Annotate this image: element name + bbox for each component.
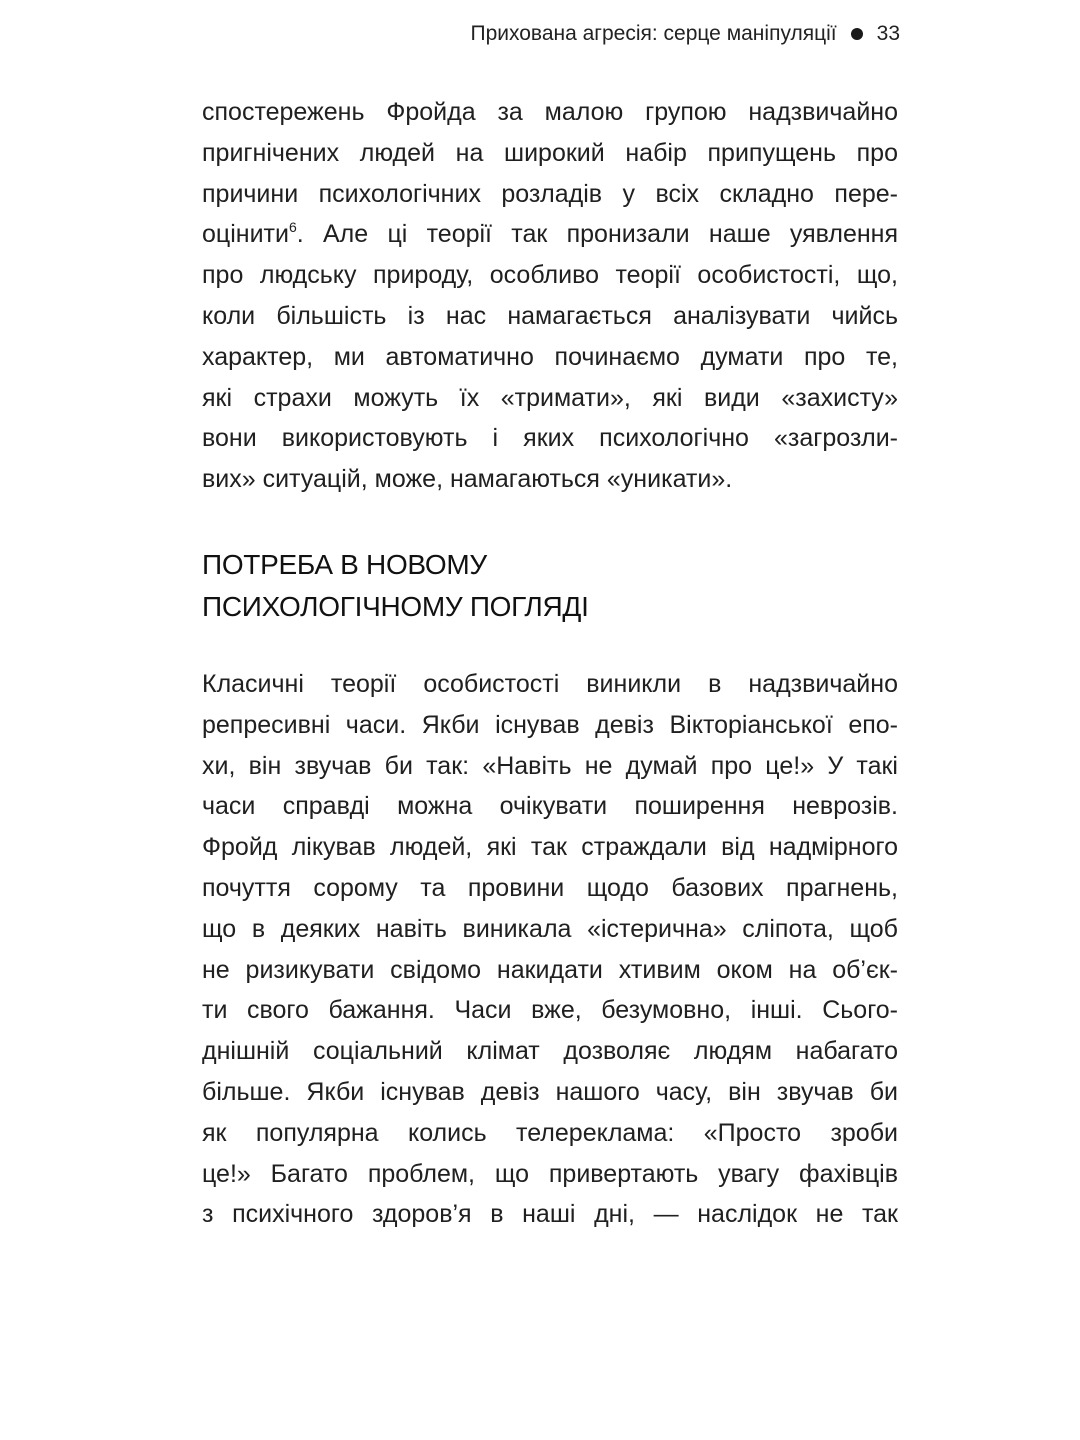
text-line: хи, він звучав би так: «Навіть не думай про це!» У такі — [202, 751, 898, 780]
text-line: днішній соціальний клімат дозволяє людям набагато — [202, 1037, 898, 1066]
footnote-marker: 6 — [288, 219, 297, 236]
text-line — [202, 214, 898, 255]
text-line: це!» Багато проблем, що привертають увагу фахівців — [202, 1159, 898, 1188]
text-line: репресивні часи. Якби існував девіз Вікторіанської епо- — [202, 710, 898, 739]
chapter-title: Прихована агресія: серце маніпуляції — [470, 22, 837, 45]
heading-line: ПОТРЕБА В НОВОМУ — [202, 549, 487, 580]
text-line: часи справді можна очікувати поширення неврозів. — [202, 792, 898, 821]
text-line: причини психологічних розладів у всіх складно пере- — [202, 179, 898, 208]
running-header — [470, 14, 900, 54]
text-line: ти свого бажання. Часи вже, безумовно, інші. Сього- — [202, 996, 898, 1025]
text-segment: . Але ці теорії так пронизали наше уявлення — [296, 220, 898, 249]
text-line: що в деяких навіть виникала «істерична» сліпота, щоб — [202, 914, 898, 943]
text-line: як популярна колись телереклама: «Просто зроби — [202, 1118, 898, 1147]
text-line: про людську природу, особливо теорії особистості, що, — [202, 261, 898, 290]
text-line: Класичні теорії особистості виникли в надзвичайно — [202, 670, 898, 698]
text-segment: оцінити — [202, 220, 289, 249]
text-line: вих» ситуацій, може, намагаються «уникати». — [202, 465, 733, 494]
bullet-dot-icon — [851, 28, 863, 40]
paragraph-2 — [202, 664, 898, 1235]
text-line: коли більшість із нас намагається аналізувати чийсь — [202, 301, 898, 330]
text-line: почуття сорому та провини щодо базових прагнень, — [202, 873, 898, 902]
text-line: більше. Якби існував девіз нашого часу, він звучав би — [202, 1077, 898, 1106]
text-line: які страхи можуть їх «тримати», які види «захисту» — [202, 383, 898, 412]
text-line: спостережень Фройда за малою групою надзвичайно — [202, 98, 898, 126]
text-line: вони використовують і яких психологічно «загрозли- — [202, 424, 898, 453]
section-heading — [202, 544, 898, 628]
text-line: Фройд лікував людей, які так страждали від надмірного — [202, 833, 898, 862]
text-line: характер, ми автоматично починаємо думати про те, — [202, 342, 898, 371]
text-line: не ризикувати свідомо накидати хтивим оком на об’єк- — [202, 955, 898, 984]
heading-line: ПСИХОЛОГІЧНОМУ ПОГЛЯДІ — [202, 591, 589, 622]
text-line: пригнічених людей на широкий набір припущень про — [202, 138, 898, 167]
text-line: з психічного здоров’я в наші дні, — наслідок не так — [202, 1200, 898, 1229]
paragraph-1 — [202, 92, 898, 500]
page-number: 33 — [876, 22, 900, 45]
